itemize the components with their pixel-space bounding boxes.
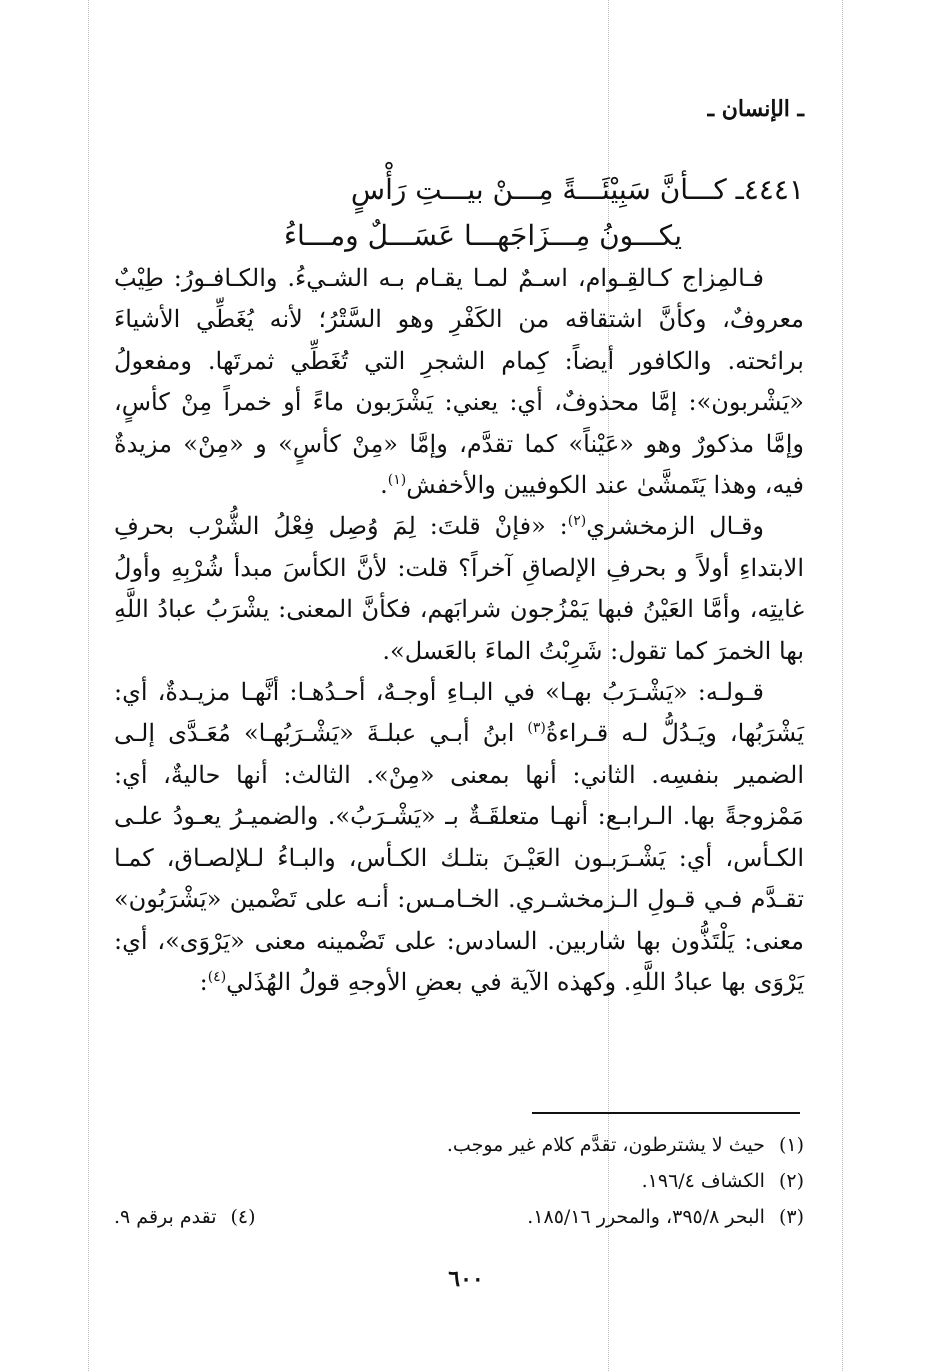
footnote-2-text: الكشاف ١٩٦/٤. [641,1170,765,1192]
footnote-ref-2: (٢) [567,513,587,530]
verse-line-1: ٤٤٤١ـ كـــأنَّ سَبِيْئَـــةً مِـــنْ بيـــتِ رَأْسٍ [350,173,804,206]
paragraph-1-end: . [380,471,388,500]
paragraph-2-rest: : «فإنْ قلتَ: لِمَ وُصِل فِعْلُ الشُّرْب بحرفِ الابتداءِ أولاً و بحرفِ الإلصاقِ آخراً؟ قلت: لأنَّ الكأسَ مبدأ شُرْبِهِ وأولُ غايتِه، وأمَّا العَيْنُ فبها يَمْزُجون شرابَهم، فكأنَّ المعنى: يشْرَبُ عبادُ اللَّهِ بها الخمرَ كما تقول: شَرِبْتُ الماءَ بالعَسل». [114,512,804,665]
main-text [114,258,804,1003]
footnotes [114,1127,804,1235]
paragraph-2 [114,506,804,672]
footnote-2-number: (٢) [778,1170,804,1192]
footnote-ref-3: (٣) [527,720,546,737]
running-header: ـ الإنسان ـ [707,96,804,122]
footnote-2 [114,1163,804,1199]
paragraph-3 [114,672,804,1003]
footnote-1-number: (١) [778,1134,804,1156]
verse-line-2: يكـــونُ مِـــزَاجَهـــا عَسَـــلٌ ومـــاءُ [283,219,682,252]
paragraph-3-rest: ابنُ أبـي عبلـةَ «يَشْـرَبُهـا» مُعَـدَّى إلـى الضمير بنفسِه. الثاني: أنها بمعنى «مِنْ». الثالث: أنها حاليةٌ، أي: مَمْزوجةً بها. الـرابـع: أنهـا متعلقَـةٌ بـ «يَشْـرَبُ». والضميـرُ يعـودُ علـى الكـأس، أي: يَشْـرَبـون العَيْـنَ بتلـك الكـأس، والبـاءُ لـلإلصـاق، كمـا تقـدَّم فـي قـولِ الـزمخشـري. الخـامـس: أنـه على تَضْمين «يَشْرَبُون» معنى: يَلْتَذُّون بها شاربين. السادس: على تَضْمينه معنى «يَرْوَى»، أي: يَرْوَى بها عبادُ اللَّهِ. وكهذه الآية في بعضِ الأوجهِ قولُ الهُذَلي [114,719,804,996]
page-number: ٦٠٠ [448,1266,484,1292]
left-margin-guide [88,0,89,1371]
footnote-row-3-4 [114,1199,804,1235]
paragraph-2-text: وقـال الزمخشري [586,512,765,541]
paragraph-3-end: : [199,967,208,996]
right-margin-guide [842,0,843,1371]
footnote-4 [114,1199,256,1235]
footnote-4-text: تقدم برقم ٩. [114,1206,217,1228]
footnote-ref-1: (١) [387,472,407,489]
footnote-ref-4: (٤) [207,968,227,985]
paragraph-1 [114,258,804,506]
footnote-separator [532,1112,800,1114]
footnote-3-text: البحر ٣٩٥/٨، والمحرر ١٨٥/١٦. [527,1206,765,1228]
footnote-1-text: حيث لا يشترطون، تقدَّم كلام غير موجب. [446,1134,765,1156]
paragraph-3-text: قـولـه: «يَشْـرَبُ بهـا» في البـاءِ أوجـهٌ، أحـدُهـا: أنَّهـا مزيـدةٌ، أي: يَشْرَبُها، ويَـدُلُّ لـه قـراءةُ [114,678,805,748]
footnote-3 [527,1199,804,1235]
footnote-4-number: (٤) [230,1206,256,1228]
footnote-3-number: (٣) [778,1206,804,1228]
footnote-1 [114,1127,804,1163]
paragraph-1-text: فـالمِزاج كـالقِـوام، اسـمٌ لمـا يقـام بـه الشـيءُ. والكـافـورُ: طِيْبٌ معروفٌ، وكأنَّ اشتقاقه من الكَفْرِ وهو السَّتْرُ؛ لأنه يُغَطِّي الأشياءَ برائحته. والكافور أيضاً: كِمام الشجرِ التي تُغَطِّي ثمرتَها. ومفعولُ «يَشْربون»: إمَّا محذوفٌ، أي: يعني: يَشْرَبون ماءً أو خمراً مِنْ كأسٍ، وإمَّا مذكورٌ وهو «عَيْناً» كما تقدَّم، وإمَّا «مِنْ كأسٍ» و «مِنْ» مزيدةٌ فيه، وهذا يَتَمشَّىٰ عند الكوفيين والأخفش [114,264,804,500]
